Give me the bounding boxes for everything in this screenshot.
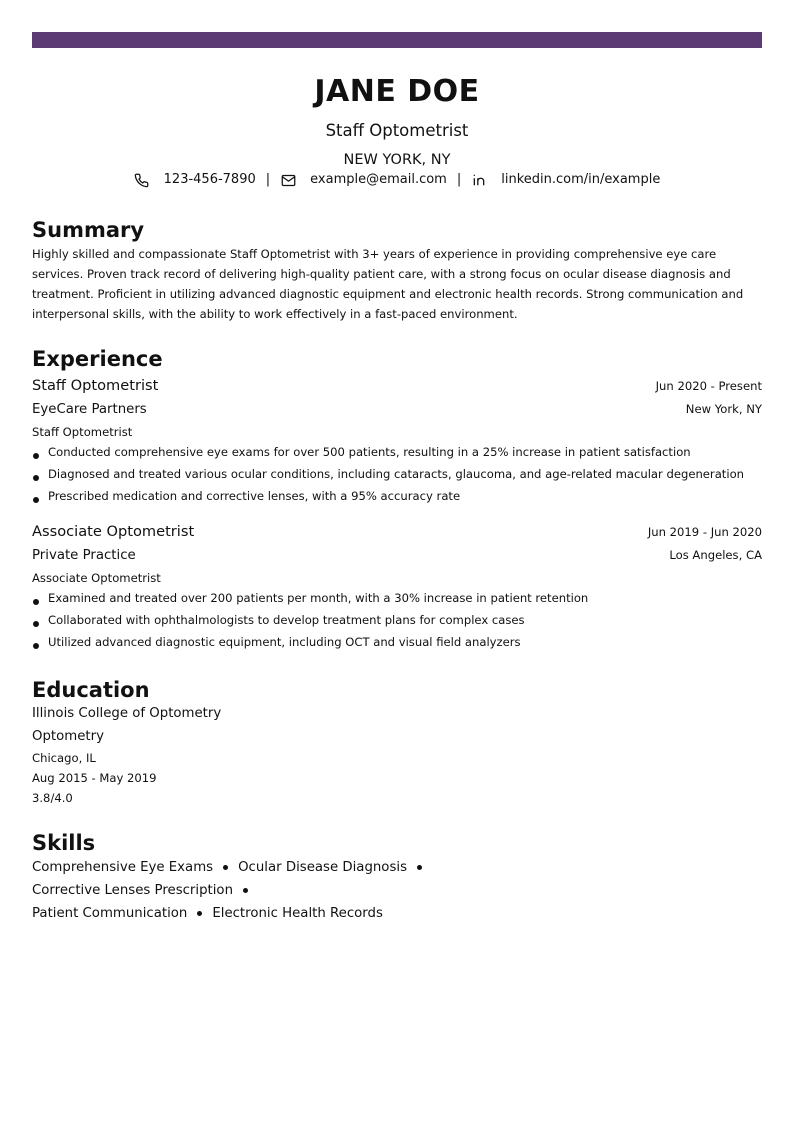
gpa: 3.8/4.0 xyxy=(32,791,73,805)
skill-item: Ocular Disease Diagnosis xyxy=(238,860,407,875)
skills-list xyxy=(32,856,632,925)
section-heading: Summary xyxy=(32,218,145,242)
summary-section xyxy=(32,217,762,324)
section-heading: Experience xyxy=(32,347,163,371)
school-location: Chicago, IL xyxy=(32,751,96,765)
accent-bar xyxy=(32,32,762,48)
education-dates: Aug 2015 - May 2019 xyxy=(32,771,157,785)
skill-item: Electronic Health Records xyxy=(212,906,383,921)
contact-separator: | xyxy=(265,172,271,187)
list-item: Collaborated with ophthalmologists to develop treatment plans for complex cases xyxy=(32,609,762,631)
job-role: Associate Optometrist xyxy=(32,571,161,585)
degree: Optometry xyxy=(32,729,104,744)
job-location: Los Angeles, CA xyxy=(669,548,762,562)
skill-item: Patient Communication xyxy=(32,906,188,921)
bullet-separator xyxy=(197,911,202,916)
education-section xyxy=(32,677,762,807)
section-heading: Skills xyxy=(32,831,96,855)
skill-item: Comprehensive Eye Exams xyxy=(32,860,214,875)
job-title: Associate Optometrist xyxy=(32,523,195,540)
resume-page xyxy=(32,74,762,925)
list-item: Utilized advanced diagnostic equipment, including OCT and visual field analyzers xyxy=(32,631,762,653)
candidate-location: NEW YORK, NY xyxy=(343,152,451,168)
summary-text: Highly skilled and compassionate Staff Optometrist with 3+ years of experience in providing comprehensive eye care services. Proven track record of delivering high-quality patient care, with a strong focus on ocular disease diagnosis and treatment. Proficient in utilizing advanced diagnostic equipment and electronic health records. Strong communication and interpersonal skills, with the ability to work effectively in a fast-paced environment. xyxy=(32,247,744,321)
job-entry xyxy=(32,522,762,653)
job-bullets xyxy=(32,441,762,507)
job-title: Staff Optometrist xyxy=(32,377,159,394)
bullet-separator xyxy=(223,865,228,870)
list-item: Prescribed medication and corrective lenses, with a 95% accuracy rate xyxy=(32,485,762,507)
job-location: New York, NY xyxy=(685,402,762,416)
linkedin-icon xyxy=(471,172,487,188)
company-name: Private Practice xyxy=(32,548,136,563)
job-dates: Jun 2019 - Jun 2020 xyxy=(647,525,762,539)
skills-section xyxy=(32,830,762,925)
contact-line xyxy=(32,171,762,189)
list-item: Conducted comprehensive eye exams for over 500 patients, resulting in a 25% increase in patient satisfaction xyxy=(32,441,762,463)
job-dates: Jun 2020 - Present xyxy=(655,379,762,393)
skill-item: Corrective Lenses Prescription xyxy=(32,883,233,898)
school-name: Illinois College of Optometry xyxy=(32,706,222,721)
phone-icon xyxy=(134,172,150,188)
email-address[interactable]: example@email.com xyxy=(310,172,447,187)
contact-separator: | xyxy=(456,172,462,187)
section-heading: Education xyxy=(32,678,150,702)
job-bullets xyxy=(32,587,762,653)
phone-number[interactable]: 123-456-7890 xyxy=(163,172,256,187)
list-item: Examined and treated over 200 patients per month, with a 30% increase in patient retention xyxy=(32,587,762,609)
company-name: EyeCare Partners xyxy=(32,402,147,417)
bullet-separator xyxy=(243,888,248,893)
job-role: Staff Optometrist xyxy=(32,425,133,439)
candidate-title: Staff Optometrist xyxy=(325,121,469,140)
job-entry xyxy=(32,376,762,507)
bullet-separator xyxy=(417,865,422,870)
linkedin-url[interactable]: linkedin.com/in/example xyxy=(501,172,661,187)
experience-section xyxy=(32,346,762,653)
email-icon xyxy=(280,172,296,188)
candidate-name: JANE DOE xyxy=(314,74,480,109)
list-item: Diagnosed and treated various ocular conditions, including cataracts, glaucoma, and age-related macular degeneration xyxy=(32,463,762,485)
